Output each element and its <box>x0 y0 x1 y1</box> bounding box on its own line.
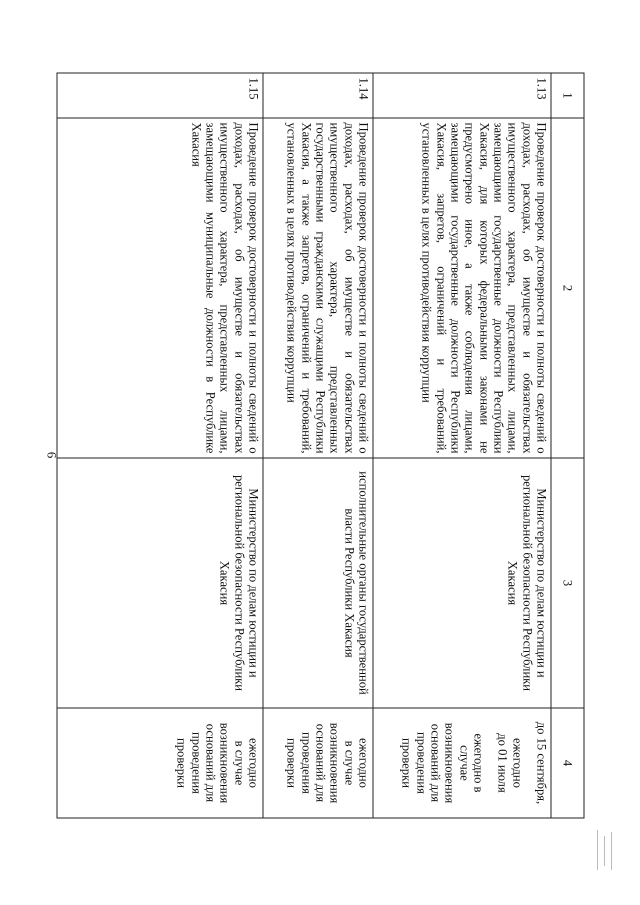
deadline-line: возникновения <box>442 722 457 804</box>
table-row <box>263 73 373 818</box>
deadline-line: проверки <box>174 738 189 788</box>
deadline-line: оснований для <box>427 723 442 803</box>
header-col-4: 4 <box>551 708 584 818</box>
responsible-organization: Министерство по делам юстиции и региональной безопасности Республики Хакасия <box>57 458 263 708</box>
header-col-1: 1 <box>551 73 584 118</box>
deadline <box>263 708 373 818</box>
deadline-line: случае <box>456 745 471 781</box>
deadline-line: проведения <box>298 732 313 794</box>
deadline-line: проведения <box>413 732 428 794</box>
deadline-line: оснований для <box>202 723 217 803</box>
deadline-line: оснований для <box>312 723 327 803</box>
table-header-row <box>551 73 584 818</box>
deadline <box>373 708 551 818</box>
responsible-organization: исполнительные органы государственной власти Республики Хакасия <box>263 458 373 708</box>
row-number: 1.15 <box>57 73 263 118</box>
deadline-line: в случае <box>231 740 246 786</box>
measure-description: Проведение проверок достоверности и полноты сведений о доходах, расходах, об имуществе и обязательствах имущественного характера, представленных лицами, замещающими муниципальные должности в Республике Хакасия <box>57 118 263 458</box>
table-row <box>373 73 551 818</box>
responsible-organization: Министерство по делам юстиции и региональной безопасности Республики Хакасия <box>373 458 551 708</box>
deadline-line: проведения <box>188 732 203 794</box>
page-number: 6 <box>44 451 60 459</box>
deadline-line: ежегодно в <box>470 733 485 793</box>
header-col-3: 3 <box>551 458 584 708</box>
deadline-line: до 15 сентября, <box>534 721 548 805</box>
deadline-line: ежегодно <box>246 738 260 788</box>
scan-artifact-marks <box>595 830 617 875</box>
measures-table <box>56 73 584 819</box>
deadline-line: проверки <box>399 738 414 788</box>
deadline-line: в случае <box>341 740 356 786</box>
deadline-line: ежегодно <box>509 738 524 788</box>
deadline-line: возникновения <box>327 722 342 804</box>
deadline-line: ежегодно <box>356 738 370 788</box>
measure-description: Проведение проверок достоверности и полноты сведений о доходах, расходах, об имуществе и обязательствах имущественного характера, представленных лицами, замещающими государственные должности Республики Хакасия, для которых федеральными законами не предусмотрено иное, а также соблюдения лицами, замещающими государственные должности Республики Хакасия, запретов, ограничений и требований, установленных в целях противодействия коррупции <box>373 118 551 458</box>
rotated-page-content <box>56 73 584 818</box>
deadline-line: до 01 июля <box>495 733 510 793</box>
row-number: 1.14 <box>263 73 373 118</box>
row-number: 1.13 <box>373 73 551 118</box>
header-col-2: 2 <box>551 118 584 458</box>
deadline-line: возникновения <box>217 722 232 804</box>
measure-description: Проведение проверок достоверности и полноты сведений о доходах, расходах, об имуществе и обязательствах имущественного характера, представленных государственными гражданскими служащими Республики Хакасия, а также запретов, ограничений и требований, установленных в целях противодействия коррупции <box>263 118 373 458</box>
table-row <box>57 73 263 818</box>
deadline <box>57 708 263 818</box>
deadline-line: проверки <box>284 738 299 788</box>
